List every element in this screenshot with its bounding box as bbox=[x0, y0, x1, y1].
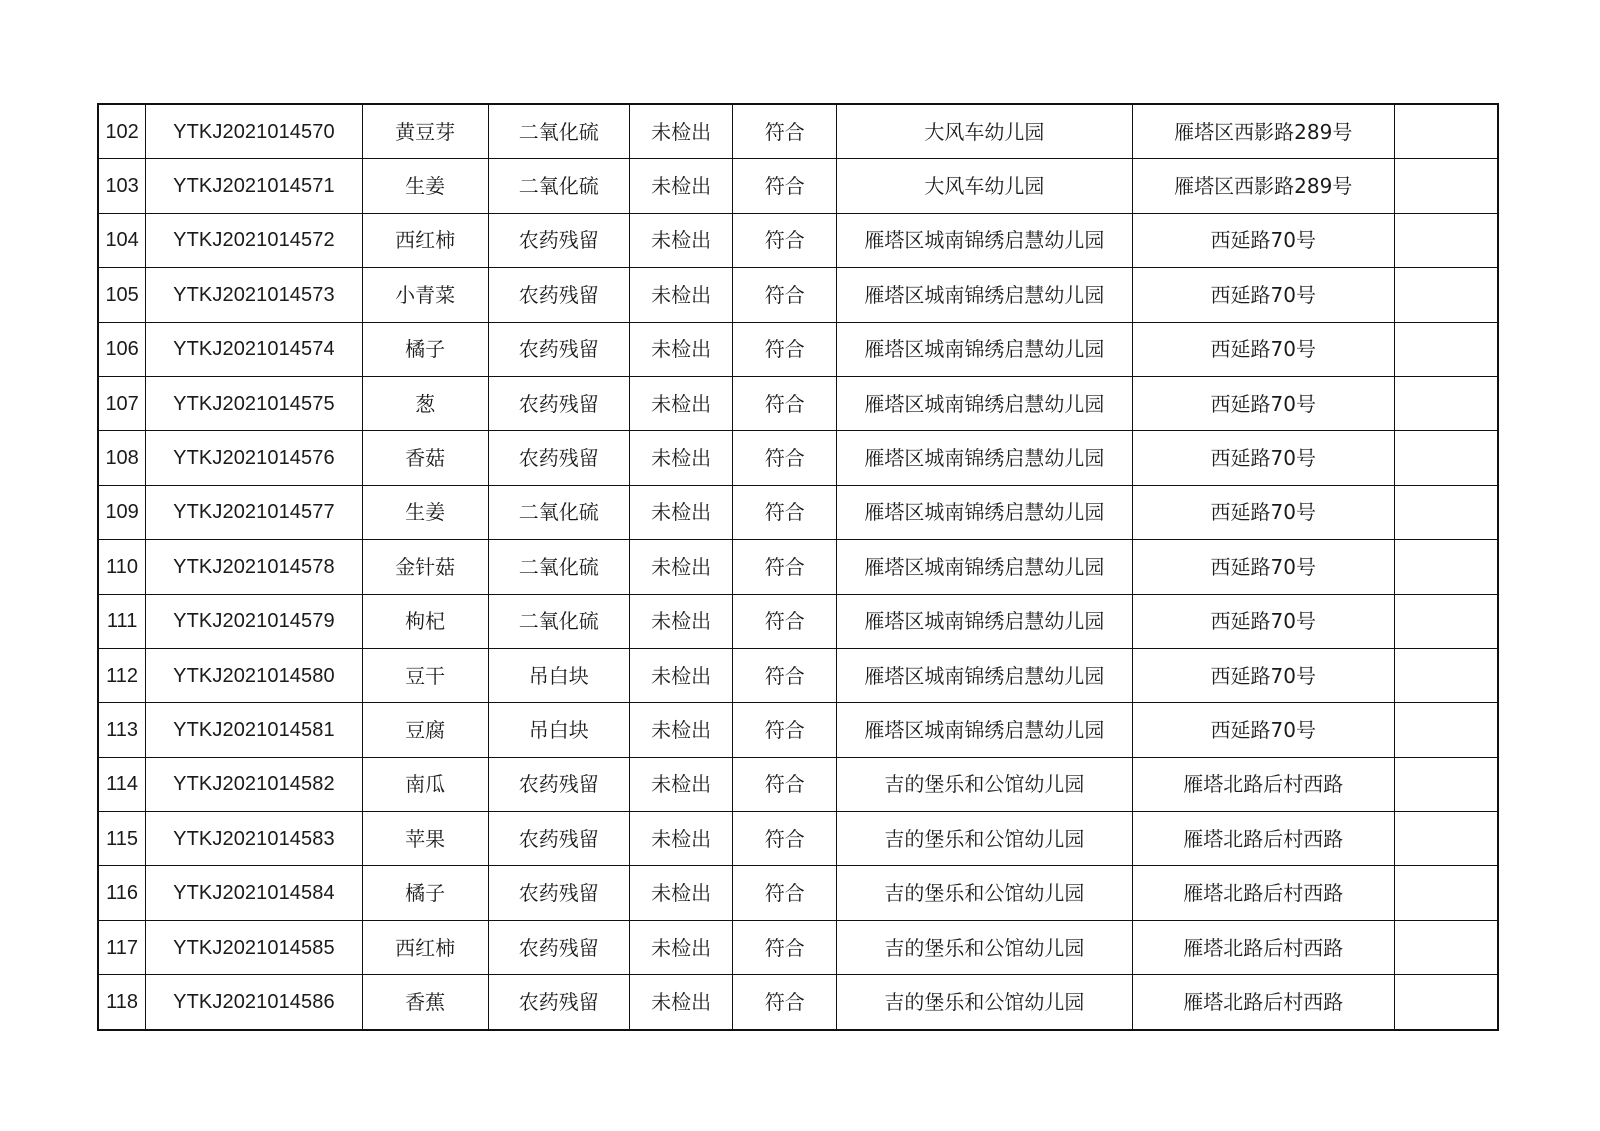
sample-code-cell: YTKJ2021014585 bbox=[146, 920, 362, 974]
sampled-unit-cell: 雁塔区城南锦绣启慧幼儿园 bbox=[837, 594, 1133, 648]
food-item-cell: 小青菜 bbox=[362, 268, 488, 322]
address-cell: 西延路70号 bbox=[1132, 594, 1394, 648]
verdict-cell: 符合 bbox=[733, 866, 837, 920]
sampled-unit-cell: 大风车幼儿园 bbox=[837, 159, 1133, 213]
sample-code-cell: YTKJ2021014573 bbox=[146, 268, 362, 322]
verdict-cell: 符合 bbox=[733, 485, 837, 539]
table-row bbox=[98, 703, 1498, 757]
sample-code-cell: YTKJ2021014572 bbox=[146, 213, 362, 267]
row-number-cell: 109 bbox=[98, 485, 146, 539]
food-item-cell: 橘子 bbox=[362, 866, 488, 920]
test-result-cell: 未检出 bbox=[629, 159, 733, 213]
verdict-cell: 符合 bbox=[733, 376, 837, 430]
table-row bbox=[98, 268, 1498, 322]
test-result-cell: 未检出 bbox=[629, 757, 733, 811]
sampled-unit-cell: 吉的堡乐和公馆幼儿园 bbox=[837, 757, 1133, 811]
test-item-cell: 吊白块 bbox=[488, 648, 629, 702]
row-number-cell: 107 bbox=[98, 376, 146, 430]
sample-code-cell: YTKJ2021014579 bbox=[146, 594, 362, 648]
row-number-cell: 104 bbox=[98, 213, 146, 267]
test-item-cell: 农药残留 bbox=[488, 376, 629, 430]
address-cell: 西延路70号 bbox=[1132, 376, 1394, 430]
note-cell bbox=[1394, 268, 1498, 322]
test-result-cell: 未检出 bbox=[629, 594, 733, 648]
food-item-cell: 金针菇 bbox=[362, 540, 488, 594]
verdict-cell: 符合 bbox=[733, 104, 837, 159]
note-cell bbox=[1394, 812, 1498, 866]
sample-code-cell: YTKJ2021014574 bbox=[146, 322, 362, 376]
sampled-unit-cell: 吉的堡乐和公馆幼儿园 bbox=[837, 866, 1133, 920]
address-cell: 西延路70号 bbox=[1132, 703, 1394, 757]
sampled-unit-cell: 吉的堡乐和公馆幼儿园 bbox=[837, 812, 1133, 866]
note-cell bbox=[1394, 104, 1498, 159]
test-result-cell: 未检出 bbox=[629, 268, 733, 322]
table-row bbox=[98, 213, 1498, 267]
table-row bbox=[98, 376, 1498, 430]
note-cell bbox=[1394, 975, 1498, 1030]
table-row bbox=[98, 322, 1498, 376]
test-item-cell: 吊白块 bbox=[488, 703, 629, 757]
address-cell: 雁塔北路后村西路 bbox=[1132, 920, 1394, 974]
row-number-cell: 106 bbox=[98, 322, 146, 376]
note-cell bbox=[1394, 485, 1498, 539]
sample-code-cell: YTKJ2021014586 bbox=[146, 975, 362, 1030]
table-row bbox=[98, 594, 1498, 648]
verdict-cell: 符合 bbox=[733, 431, 837, 485]
row-number-cell: 115 bbox=[98, 812, 146, 866]
address-cell: 西延路70号 bbox=[1132, 485, 1394, 539]
address-cell: 雁塔北路后村西路 bbox=[1132, 866, 1394, 920]
address-cell: 西延路70号 bbox=[1132, 648, 1394, 702]
address-cell: 雁塔北路后村西路 bbox=[1132, 757, 1394, 811]
address-cell: 雁塔北路后村西路 bbox=[1132, 975, 1394, 1030]
verdict-cell: 符合 bbox=[733, 540, 837, 594]
sample-code-cell: YTKJ2021014584 bbox=[146, 866, 362, 920]
note-cell bbox=[1394, 866, 1498, 920]
verdict-cell: 符合 bbox=[733, 159, 837, 213]
table-body bbox=[98, 104, 1498, 1030]
sample-code-cell: YTKJ2021014582 bbox=[146, 757, 362, 811]
row-number-cell: 113 bbox=[98, 703, 146, 757]
sampled-unit-cell: 雁塔区城南锦绣启慧幼儿园 bbox=[837, 268, 1133, 322]
test-item-cell: 农药残留 bbox=[488, 213, 629, 267]
address-cell: 雁塔区西影路289号 bbox=[1132, 104, 1394, 159]
note-cell bbox=[1394, 648, 1498, 702]
note-cell bbox=[1394, 540, 1498, 594]
row-number-cell: 102 bbox=[98, 104, 146, 159]
sampled-unit-cell: 雁塔区城南锦绣启慧幼儿园 bbox=[837, 485, 1133, 539]
test-result-cell: 未检出 bbox=[629, 485, 733, 539]
sampled-unit-cell: 大风车幼儿园 bbox=[837, 104, 1133, 159]
test-item-cell: 农药残留 bbox=[488, 757, 629, 811]
sample-code-cell: YTKJ2021014583 bbox=[146, 812, 362, 866]
row-number-cell: 112 bbox=[98, 648, 146, 702]
verdict-cell: 符合 bbox=[733, 594, 837, 648]
test-result-cell: 未检出 bbox=[629, 213, 733, 267]
food-item-cell: 生姜 bbox=[362, 485, 488, 539]
food-item-cell: 豆腐 bbox=[362, 703, 488, 757]
row-number-cell: 117 bbox=[98, 920, 146, 974]
verdict-cell: 符合 bbox=[733, 703, 837, 757]
food-item-cell: 豆干 bbox=[362, 648, 488, 702]
verdict-cell: 符合 bbox=[733, 920, 837, 974]
test-result-cell: 未检出 bbox=[629, 431, 733, 485]
table-row bbox=[98, 159, 1498, 213]
sample-code-cell: YTKJ2021014575 bbox=[146, 376, 362, 430]
address-cell: 西延路70号 bbox=[1132, 268, 1394, 322]
verdict-cell: 符合 bbox=[733, 648, 837, 702]
note-cell bbox=[1394, 213, 1498, 267]
sample-code-cell: YTKJ2021014571 bbox=[146, 159, 362, 213]
food-item-cell: 生姜 bbox=[362, 159, 488, 213]
note-cell bbox=[1394, 159, 1498, 213]
row-number-cell: 110 bbox=[98, 540, 146, 594]
address-cell: 西延路70号 bbox=[1132, 213, 1394, 267]
test-item-cell: 农药残留 bbox=[488, 322, 629, 376]
note-cell bbox=[1394, 703, 1498, 757]
verdict-cell: 符合 bbox=[733, 975, 837, 1030]
sample-code-cell: YTKJ2021014570 bbox=[146, 104, 362, 159]
sampled-unit-cell: 吉的堡乐和公馆幼儿园 bbox=[837, 975, 1133, 1030]
test-item-cell: 农药残留 bbox=[488, 920, 629, 974]
sample-code-cell: YTKJ2021014580 bbox=[146, 648, 362, 702]
test-item-cell: 农药残留 bbox=[488, 812, 629, 866]
food-item-cell: 西红柿 bbox=[362, 920, 488, 974]
note-cell bbox=[1394, 322, 1498, 376]
address-cell: 西延路70号 bbox=[1132, 322, 1394, 376]
row-number-cell: 114 bbox=[98, 757, 146, 811]
sampled-unit-cell: 雁塔区城南锦绣启慧幼儿园 bbox=[837, 703, 1133, 757]
address-cell: 雁塔北路后村西路 bbox=[1132, 812, 1394, 866]
test-item-cell: 二氧化硫 bbox=[488, 485, 629, 539]
table-row bbox=[98, 485, 1498, 539]
test-result-cell: 未检出 bbox=[629, 812, 733, 866]
test-item-cell: 二氧化硫 bbox=[488, 104, 629, 159]
test-item-cell: 农药残留 bbox=[488, 866, 629, 920]
note-cell bbox=[1394, 920, 1498, 974]
table-row bbox=[98, 104, 1498, 159]
food-item-cell: 香蕉 bbox=[362, 975, 488, 1030]
verdict-cell: 符合 bbox=[733, 757, 837, 811]
food-item-cell: 南瓜 bbox=[362, 757, 488, 811]
test-item-cell: 二氧化硫 bbox=[488, 594, 629, 648]
table-row bbox=[98, 920, 1498, 974]
table-row bbox=[98, 812, 1498, 866]
row-number-cell: 103 bbox=[98, 159, 146, 213]
food-item-cell: 黄豆芽 bbox=[362, 104, 488, 159]
verdict-cell: 符合 bbox=[733, 322, 837, 376]
test-result-cell: 未检出 bbox=[629, 866, 733, 920]
sampled-unit-cell: 雁塔区城南锦绣启慧幼儿园 bbox=[837, 648, 1133, 702]
verdict-cell: 符合 bbox=[733, 268, 837, 322]
inspection-results-table bbox=[97, 103, 1499, 1031]
table-row bbox=[98, 431, 1498, 485]
test-item-cell: 农药残留 bbox=[488, 268, 629, 322]
test-result-cell: 未检出 bbox=[629, 540, 733, 594]
test-result-cell: 未检出 bbox=[629, 703, 733, 757]
row-number-cell: 118 bbox=[98, 975, 146, 1030]
test-result-cell: 未检出 bbox=[629, 975, 733, 1030]
verdict-cell: 符合 bbox=[733, 812, 837, 866]
table-row bbox=[98, 975, 1498, 1030]
test-result-cell: 未检出 bbox=[629, 104, 733, 159]
food-item-cell: 橘子 bbox=[362, 322, 488, 376]
food-item-cell: 西红柿 bbox=[362, 213, 488, 267]
address-cell: 雁塔区西影路289号 bbox=[1132, 159, 1394, 213]
note-cell bbox=[1394, 757, 1498, 811]
table-row bbox=[98, 540, 1498, 594]
row-number-cell: 105 bbox=[98, 268, 146, 322]
sample-code-cell: YTKJ2021014578 bbox=[146, 540, 362, 594]
test-item-cell: 农药残留 bbox=[488, 431, 629, 485]
sampled-unit-cell: 雁塔区城南锦绣启慧幼儿园 bbox=[837, 431, 1133, 485]
food-item-cell: 枸杞 bbox=[362, 594, 488, 648]
sampled-unit-cell: 雁塔区城南锦绣启慧幼儿园 bbox=[837, 540, 1133, 594]
address-cell: 西延路70号 bbox=[1132, 431, 1394, 485]
note-cell bbox=[1394, 431, 1498, 485]
sampled-unit-cell: 吉的堡乐和公馆幼儿园 bbox=[837, 920, 1133, 974]
address-cell: 西延路70号 bbox=[1132, 540, 1394, 594]
test-item-cell: 农药残留 bbox=[488, 975, 629, 1030]
sampled-unit-cell: 雁塔区城南锦绣启慧幼儿园 bbox=[837, 213, 1133, 267]
row-number-cell: 108 bbox=[98, 431, 146, 485]
table-row bbox=[98, 866, 1498, 920]
sample-code-cell: YTKJ2021014581 bbox=[146, 703, 362, 757]
sample-code-cell: YTKJ2021014576 bbox=[146, 431, 362, 485]
food-item-cell: 葱 bbox=[362, 376, 488, 430]
row-number-cell: 111 bbox=[98, 594, 146, 648]
note-cell bbox=[1394, 594, 1498, 648]
test-result-cell: 未检出 bbox=[629, 376, 733, 430]
test-result-cell: 未检出 bbox=[629, 920, 733, 974]
row-number-cell: 116 bbox=[98, 866, 146, 920]
table-row bbox=[98, 757, 1498, 811]
note-cell bbox=[1394, 376, 1498, 430]
sampled-unit-cell: 雁塔区城南锦绣启慧幼儿园 bbox=[837, 376, 1133, 430]
verdict-cell: 符合 bbox=[733, 213, 837, 267]
sampled-unit-cell: 雁塔区城南锦绣启慧幼儿园 bbox=[837, 322, 1133, 376]
food-item-cell: 香菇 bbox=[362, 431, 488, 485]
test-result-cell: 未检出 bbox=[629, 648, 733, 702]
test-result-cell: 未检出 bbox=[629, 322, 733, 376]
table-row bbox=[98, 648, 1498, 702]
test-item-cell: 二氧化硫 bbox=[488, 159, 629, 213]
food-item-cell: 苹果 bbox=[362, 812, 488, 866]
sample-code-cell: YTKJ2021014577 bbox=[146, 485, 362, 539]
test-item-cell: 二氧化硫 bbox=[488, 540, 629, 594]
